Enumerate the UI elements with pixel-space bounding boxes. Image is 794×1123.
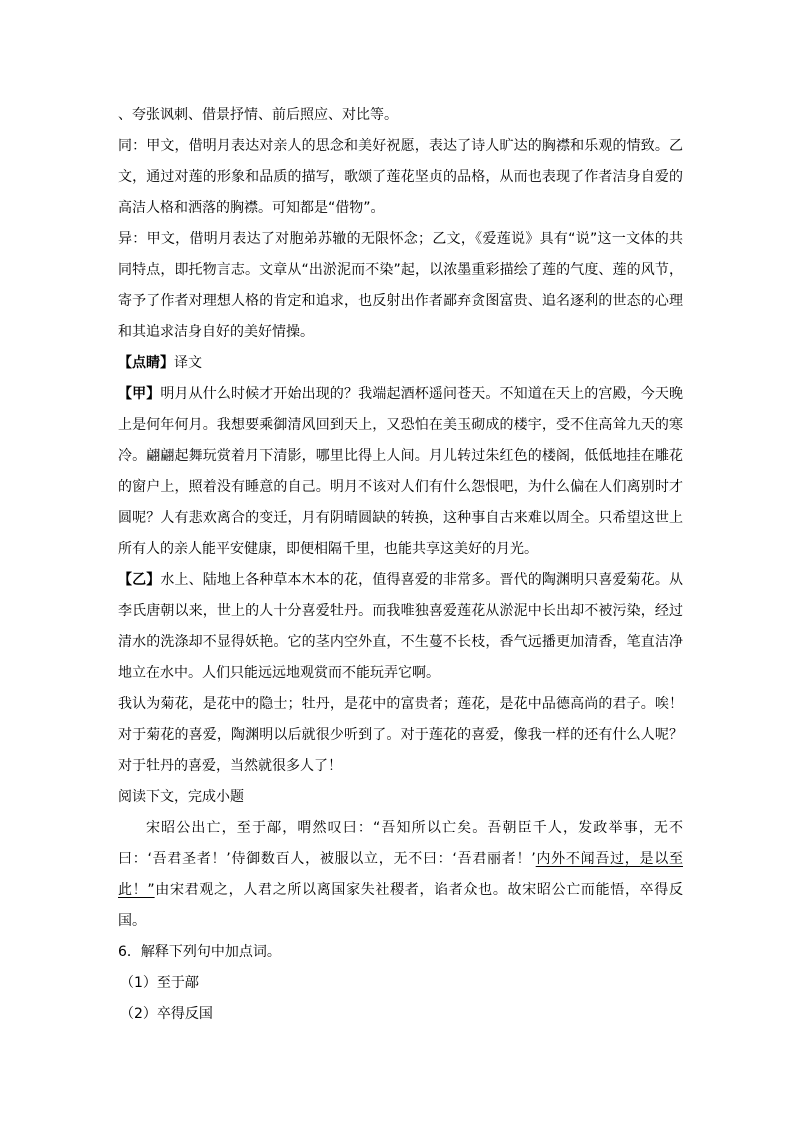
- paragraph-dianjing: [118, 348, 683, 379]
- document-content: [118, 100, 683, 1030]
- question-6: 6．解释下列句中加点词。: [118, 944, 281, 960]
- yi-text: 水上、陆地上各种草本木本的花，值得喜爱的非常多。晋代的陶渊明只喜爱菊花。从李氏唐朝以来，世上的人十分喜爱牡丹。而我唯独喜爱莲花从淤泥中长出却不被污染，经过清水的洗涤却不显得妖艳。它的茎内空外直，不生蔓不长枝，香气远播更加清香，笔直洁净地立在水中。人们只能远远地观赏而不能玩弄它啊。: [118, 572, 684, 681]
- jia-text: 明月从什么时候才开始出现的？我端起酒杯遥问苍天。不知道在天上的宫殿，今天晚上是何年何月。我想要乘御清风回到天上，又恐怕在美玉砌成的楼宇，受不住高耸九天的寒冷。翩翩起舞玩赏着月下清影，哪里比得上人间。月儿转过朱红色的楼阁，低低地挂在雕花的窗户上，照着没有睡意的自己。明月不该对人们有什么怨恨吧，为什么偏在人们离别时才圆呢？人有悲欢离合的变迁，月有阴晴圆缺的转换，这种事自古来难以周全。只希望这世上所有人的亲人能平安健康，即便相隔千里，也能共享这美好的月光。: [118, 386, 684, 557]
- question-6-item-2: （2）卒得反国: [120, 1006, 213, 1022]
- paragraph-techniques: 、夸张讽刺、借景抒情、前后照应、对比等。: [118, 107, 398, 123]
- paragraph-translation-jia: [118, 379, 683, 565]
- passage-part-a: 宋昭公出亡，至于鄗，喟然叹曰：“吾知所以亡矣。吾朝臣千人，发政举事，无不曰：‘吾君圣者！’侍御数百人，被服以立，无不曰：‘吾君丽者！’: [118, 820, 683, 867]
- yi-label: 【乙】: [118, 572, 161, 588]
- paragraph-translation-yi: [118, 565, 683, 689]
- question-6-item-1: （1）至于鄗: [120, 975, 199, 991]
- classical-passage: [118, 813, 683, 937]
- reading-prompt: 阅读下文，完成小题: [118, 789, 244, 805]
- jia-label: 【甲】: [118, 386, 161, 402]
- paragraph-translation-yi-cont: 我认为菊花，是花中的隐士；牡丹，是花中的富贵者；莲花，是花中品德高尚的君子。唉！对于菊花的喜爱，陶渊明以后就很少听到了。对于莲花的喜爱，像我一样的还有什么人呢？对于牡丹的喜爱，当然就很多人了！: [118, 696, 683, 774]
- paragraph-difference: 异：甲文，借明月表达了对胞弟苏辙的无限怀念；乙文，《爱莲说》具有“说”这一文体的共同特点，即托物言志。文章从“出淤泥而不染”起，以浓墨重彩描绘了莲的气度、莲的风节，寄予了作者对理想人格的肯定和追求，也反射出作者鄙弃贪图富贵、追名逐利的世态的心理和其追求洁身自好的美好情操。: [118, 231, 683, 340]
- dianjing-text: 译文: [174, 355, 202, 371]
- paragraph-similarity: 同：甲文，借明月表达对亲人的思念和美好祝愿，表达了诗人旷达的胸襟和乐观的情致。乙文，通过对莲的形象和品质的描写，歌颂了莲花坚贞的品格，从而也表现了作者洁身自爱的高洁人格和洒落的胸襟。可知都是“借物”。: [118, 138, 683, 216]
- passage-underlined: 内外不闻吾过，是以至此！”: [118, 851, 683, 898]
- dianjing-label: 【点睛】: [118, 355, 174, 371]
- passage-part-b: 由宋君观之，人君之所以离国家失社稷者，谄者众也。故宋昭公亡而能悟，卒得反国。: [118, 882, 683, 929]
